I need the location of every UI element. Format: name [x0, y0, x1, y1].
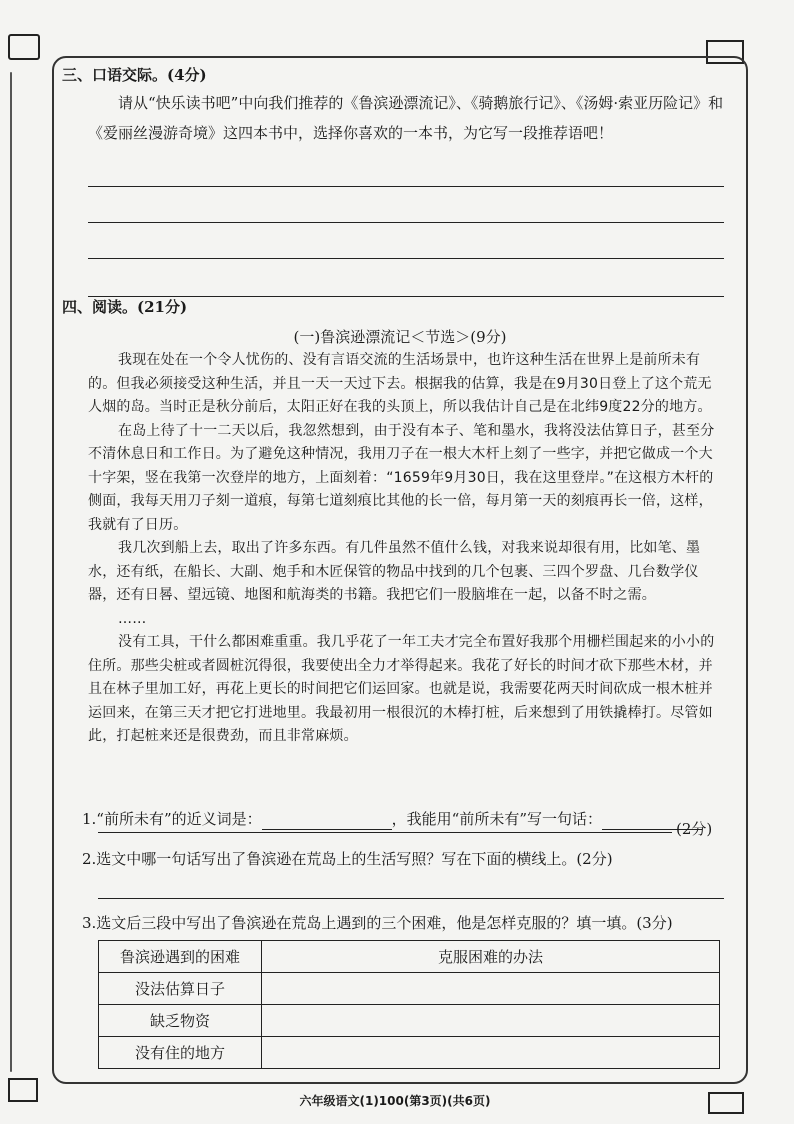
- table-cell-solution-blank[interactable]: [262, 1037, 720, 1069]
- question-2: 2.选文中哪一句话写出了鲁滨逊在荒岛上的生活写照？写在下面的横线上。(2分): [82, 850, 613, 868]
- section4-heading: 四、阅读。(21分): [62, 298, 188, 316]
- binding-margin-line: [10, 72, 12, 1072]
- passage-paragraph: 在岛上待了十一二天以后，我忽然想到，由于没有本子、笔和墨水，我将没法估算日子，甚至分不清休息日和工作日。为了避免这种情况，我用刀子在一根大木杆上刻了一些字，并把它做成一个大十字架，竖在我第一次登岸的地方，上面刻着：“1659年9月30日，我在这里登岸。”在这根方木杆的侧面，我每天用刀子刻一道痕，每第七道刻痕比其他的长一倍，每月第一天的刻痕再长一倍，这样，我就有了日历。: [88, 422, 715, 533]
- table-header-solution: 克服困难的办法: [262, 941, 720, 973]
- table-row: [99, 1005, 720, 1037]
- difficulty-table: [98, 940, 720, 1069]
- question-1: [82, 808, 732, 830]
- passage-body: [88, 349, 724, 749]
- passage-paragraph: 我现在处在一个令人忧伤的、没有言语交流的生活场景中，也许这种生活在世界上是前所未有的。但我必须接受这种生活，并且一天一天过下去。根据我的估算，我是在9月30日登上了这个荒无人烟的岛。当时正是秋分前后，太阳正好在我的头顶上，所以我估计自己是在北纬9度22分的地方。: [88, 352, 712, 415]
- passage-ellipsis: ……: [118, 610, 147, 627]
- question-1-part-a: 1.“前所未有”的近义词是：: [82, 810, 262, 828]
- synonym-blank[interactable]: [262, 811, 392, 830]
- section3-heading: 三、口语交际。(4分): [62, 66, 207, 84]
- passage-paragraph: 没有工具，干什么都困难重重。我几乎花了一年工夫才完全布置好我那个用栅栏围起来的小小的住所。那些尖桩或者圆桩沉得很，我要使出全力才举得起来。我花了好长的时间才砍下那些木材，并且在林子里加工好，再花上更长的时间把它们运回家。也就是说，我需要花两天时间砍成一根木桩并运回来，在第三天才把它打进地里。我最初用一根很沉的木棒打桩，后来想到了用铁撬棒打。尽管如此，打起桩来还是很费劲，而且非常麻烦。: [88, 634, 715, 744]
- table-cell-difficulty: 缺乏物资: [99, 1005, 262, 1037]
- passage-paragraph: 我几次到船上去，取出了许多东西。有几件虽然不值什么钱，对我来说却很有用，比如笔、墨水，还有纸，在船长、大副、炮手和木匠保管的物品中找到的几个包裹、三四个罗盘、几台数学仪器，还有日晷、望远镜、地图和航海类的书籍。我把它们一股脑堆在一起，以备不时之需。: [88, 540, 701, 603]
- table-cell-solution-blank[interactable]: [262, 1005, 720, 1037]
- question-1-part-b: ，我能用“前所未有”写一句话：: [391, 810, 602, 828]
- table-row: [99, 1037, 720, 1069]
- sentence-answer-line[interactable]: [98, 832, 672, 833]
- table-header-difficulty: 鲁滨逊遇到的困难: [99, 941, 262, 973]
- page-footer: 六年级语文(1)100(第3页)(共6页): [299, 1094, 491, 1108]
- corner-mark-top-left: [8, 34, 40, 60]
- table-header-row: [99, 941, 720, 973]
- corner-mark-bottom-right: [708, 1092, 744, 1114]
- table-cell-solution-blank[interactable]: [262, 973, 720, 1005]
- passage-title: (一)鲁滨逊漂流记＜节选＞(9分): [293, 328, 507, 346]
- answer-line-3[interactable]: [88, 258, 724, 259]
- table-cell-difficulty: 没有住的地方: [99, 1037, 262, 1069]
- section3-prompt: 请从“快乐读书吧”中向我们推荐的《鲁滨逊漂流记》、《骑鹅旅行记》、《汤姆·索亚历险记》和《爱丽丝漫游奇境》这四本书中，选择你喜欢的一本书，为它写一段推荐语吧！: [88, 94, 724, 142]
- question-2-answer-line[interactable]: [98, 898, 724, 899]
- table-row: [99, 973, 720, 1005]
- corner-mark-bottom-left: [8, 1078, 38, 1102]
- table-cell-difficulty: 没法估算日子: [99, 973, 262, 1005]
- question-1-score: (2分): [676, 820, 713, 838]
- question-3: 3.选文后三段中写出了鲁滨逊在荒岛上遇到的三个困难，他是怎样克服的？填一填。(3分): [82, 914, 673, 932]
- answer-line-1[interactable]: [88, 186, 724, 187]
- answer-line-2[interactable]: [88, 222, 724, 223]
